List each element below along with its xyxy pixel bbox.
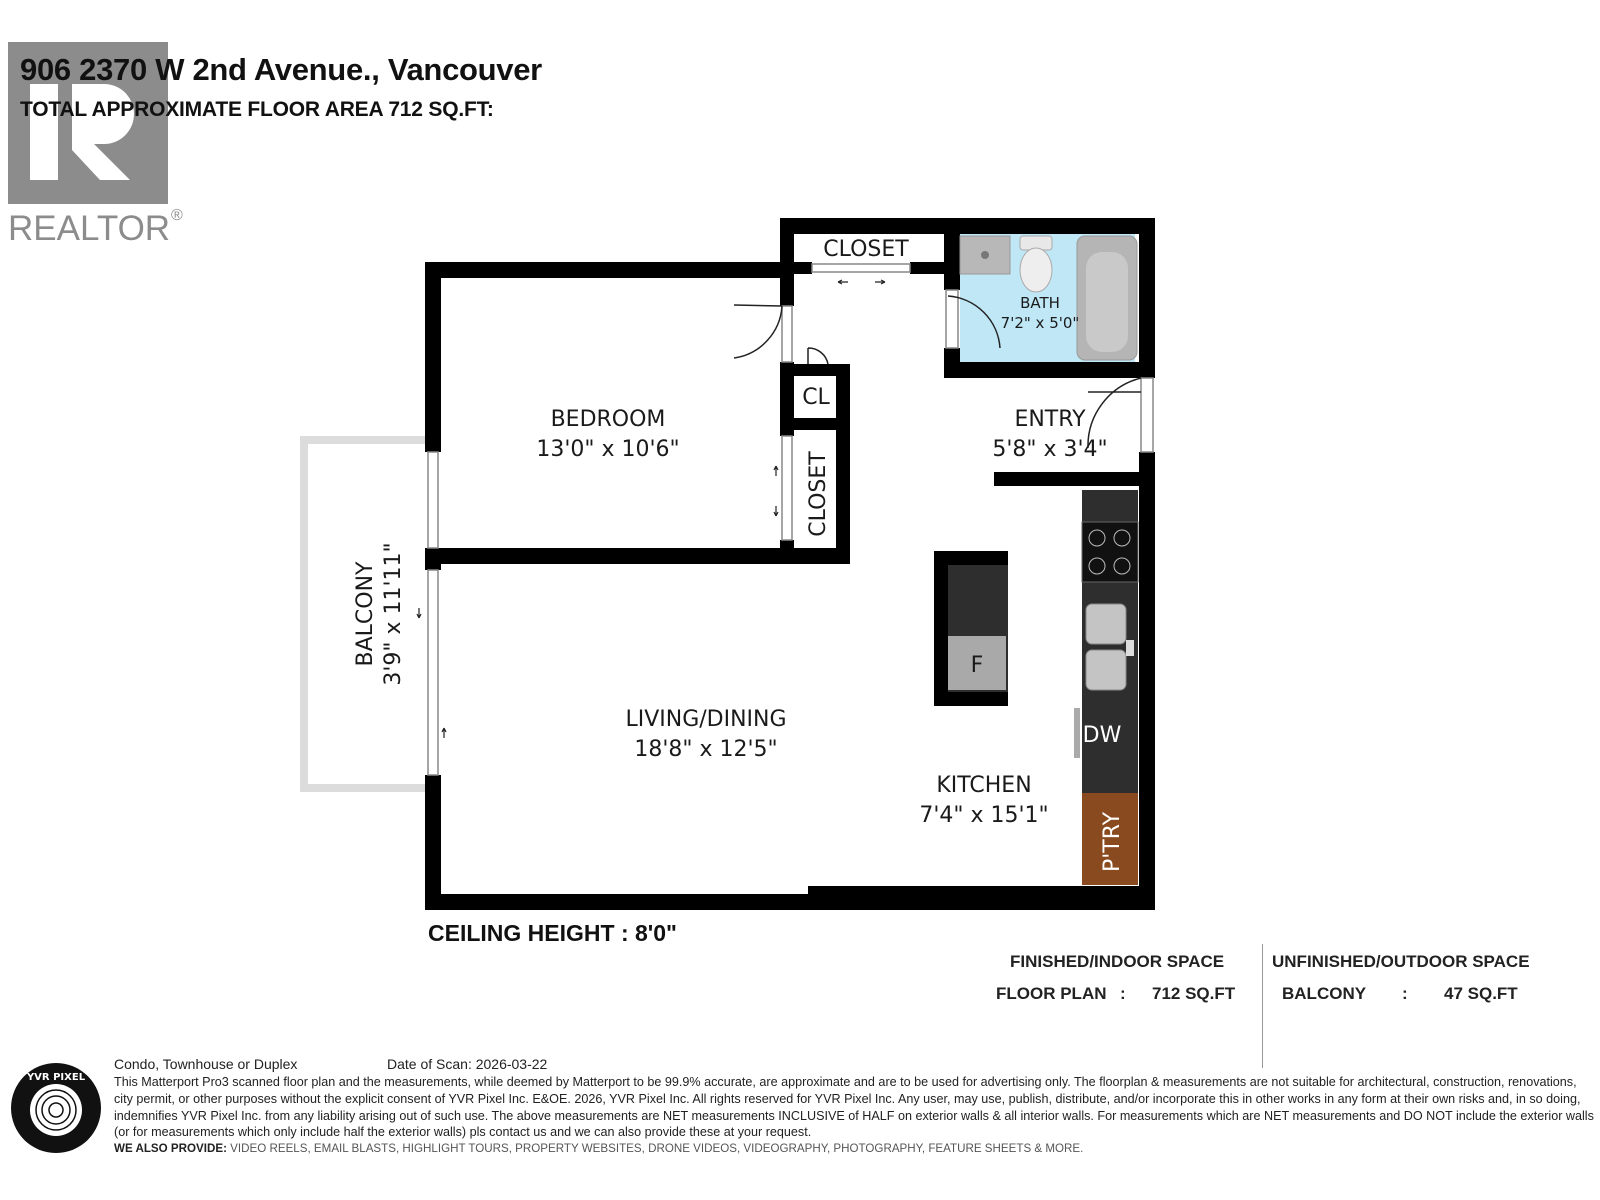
cl-label: CL: [802, 385, 830, 410]
kitchen-size: 7'4" x 15'1": [919, 803, 1049, 828]
bath-label: BATH: [1020, 294, 1060, 312]
realtor-registered-mark: ®: [171, 207, 183, 224]
finished-colon: :: [1120, 984, 1126, 1003]
unfinished-header: UNFINISHED/OUTDOOR SPACE: [1272, 952, 1530, 971]
bedroom-label: BEDROOM: [550, 407, 666, 432]
yvr-pixel-logo: [10, 1062, 102, 1154]
services-list: VIDEO REELS, EMAIL BLASTS, HIGHLIGHT TOURS, PROPERTY WEBSITES, DRONE VIDEOS, VIDEOGRAPHY, PHOTOGRAPHY, FEATURE SHEETS & MORE.: [230, 1142, 1084, 1155]
closet-top-label: CLOSET: [823, 237, 909, 262]
property-type: Condo, Townhouse or Duplex: [114, 1056, 298, 1072]
closet-side-label: CLOSET: [806, 451, 831, 537]
fridge-label: F: [970, 653, 984, 678]
living-dining-label: LIVING/DINING: [625, 707, 787, 732]
ceiling-height: CEILING HEIGHT : 8'0": [428, 920, 677, 946]
services-label: WE ALSO PROVIDE:: [114, 1142, 227, 1155]
kitchen-label: KITCHEN: [936, 773, 1032, 798]
page-title: 906 2370 W 2nd Avenue., Vancouver: [20, 52, 542, 87]
living-dining-size: 18'8" x 12'5": [634, 737, 778, 762]
bath-size: 7'2" x 5'0": [1000, 314, 1080, 332]
unfinished-value: 47 SQ.FT: [1444, 984, 1518, 1003]
summary-divider: [1262, 944, 1263, 1068]
balcony-label: BALCONY: [353, 561, 378, 667]
bedroom-size: 13'0" x 10'6": [536, 437, 680, 462]
finished-label: FLOOR PLAN: [996, 984, 1107, 1003]
yvr-logo-text: YVR PIXEL: [26, 1072, 86, 1083]
dishwasher-door: [1074, 708, 1080, 758]
cooktop-icon: [1082, 522, 1138, 582]
pantry-label: P'TRY: [1100, 811, 1125, 873]
unfinished-label: BALCONY: [1282, 984, 1367, 1003]
entry-label: ENTRY: [1014, 407, 1086, 432]
finished-value: 712 SQ.FT: [1152, 984, 1236, 1003]
scan-date: Date of Scan: 2026-03-22: [387, 1056, 548, 1072]
disclaimer-text: This Matterport Pro3 scanned floor plan and the measurements, while deemed by Matterport to be 99.9% accurate, are approximate and are to be used for advertising only. The floorplan & measurements are not suitable for architectural, construction, renovations, city permit, or other purposes without the explicit consent of YVR Pixel Inc. E&OE. 2026, YVR Pixel Inc. All rights reserved for YVR Pixel Inc. Any user, may use, publish, distribute, and/or incorporate this in other works in any form at their own risks and, in so doing, indemnifies YVR Pixel Inc. from any liability arising out of such use. The above measurements are NET measurements INCLUSIVE of HALF on exterior walls & all interior walls. For measurements which are NET measurements and DO NOT include the exterior walls (or for measurements which only include half the exterior walls) pls contact us and we can also provide these at your request.: [114, 1075, 1594, 1140]
finished-header: FINISHED/INDOOR SPACE: [1010, 952, 1225, 971]
realtor-wordmark: REALTOR: [8, 209, 171, 248]
dishwasher-label: DW: [1082, 723, 1122, 748]
unfinished-colon: :: [1402, 984, 1408, 1003]
balcony-size: 3'9" x 11'11": [381, 542, 406, 686]
floor-area-subtitle: TOTAL APPROXIMATE FLOOR AREA 712 SQ.FT:: [20, 98, 494, 121]
entry-size: 5'8" x 3'4": [992, 437, 1108, 462]
services-line: [114, 1142, 1594, 1155]
